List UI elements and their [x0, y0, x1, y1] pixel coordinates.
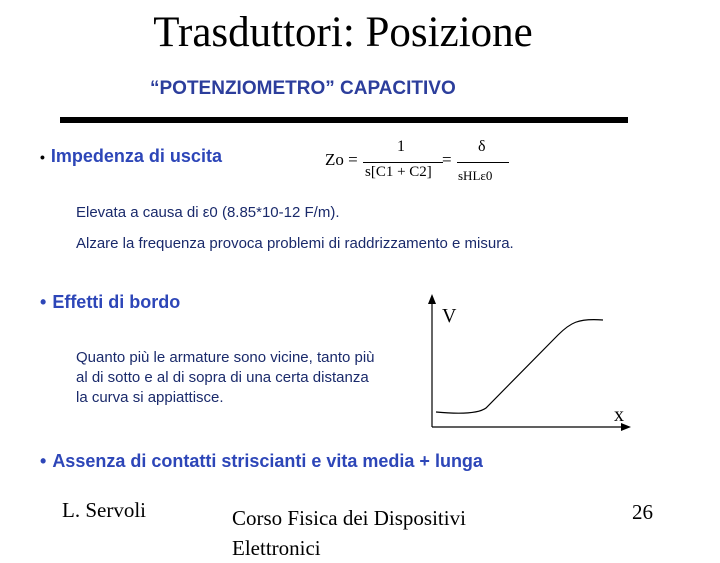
formula-frac1-den: s[C1 + C2] [365, 164, 432, 180]
slide-title: Trasduttori: Posizione [153, 9, 533, 56]
fraction-bar [363, 162, 443, 163]
bullet-dot-icon: • [40, 292, 47, 312]
footer-author: L. Servoli [62, 498, 146, 522]
x-axis-label: x [614, 404, 624, 426]
slide-subtitle: “POTENZIOMETRO” CAPACITIVO [150, 78, 456, 99]
response-curve [436, 320, 603, 414]
impedance-formula [325, 138, 525, 188]
bullet-heading: Assenza di contatti striscianti e vita media + lunga [52, 451, 483, 471]
impedance-line-1: Elevata a causa di ε0 (8.85*10-12 F/m). [76, 204, 340, 221]
bordo-line-3: la curva si appiattisce. [76, 389, 224, 406]
bordo-line-2: al di sotto e al di sopra di una certa distanza [76, 369, 369, 386]
bullet-impedenza [40, 146, 222, 167]
formula-frac2-den: sHLε0 [458, 168, 493, 183]
bullet-assenza [40, 451, 483, 472]
divider-rule [60, 117, 628, 123]
y-axis-label: V [442, 305, 457, 327]
footer-course: Corso Fisica dei Dispositivi Elettronici [232, 506, 466, 560]
formula-lhs: Zo = [325, 150, 358, 169]
y-axis-arrow-icon [428, 294, 436, 304]
formula-frac2-num: δ [478, 138, 486, 155]
bullet-dot-icon: • [40, 149, 45, 165]
bullet-heading: Effetti di bordo [52, 292, 181, 312]
footer-page-number: 26 [632, 500, 653, 524]
impedance-line-2: Alzare la frequenza provoca problemi di raddrizzamento e misura. [76, 235, 514, 252]
bullet-dot-icon: • [40, 451, 47, 471]
bullet-effetti-bordo [40, 292, 180, 313]
fraction-bar [457, 162, 509, 163]
formula-frac1-num: 1 [397, 138, 405, 155]
bullet-heading: Impedenza di uscita [50, 146, 222, 166]
edge-effect-graph [418, 290, 638, 440]
bordo-line-1: Quanto più le armature sono vicine, tanto più [76, 349, 375, 366]
formula-equals: = [442, 150, 452, 169]
